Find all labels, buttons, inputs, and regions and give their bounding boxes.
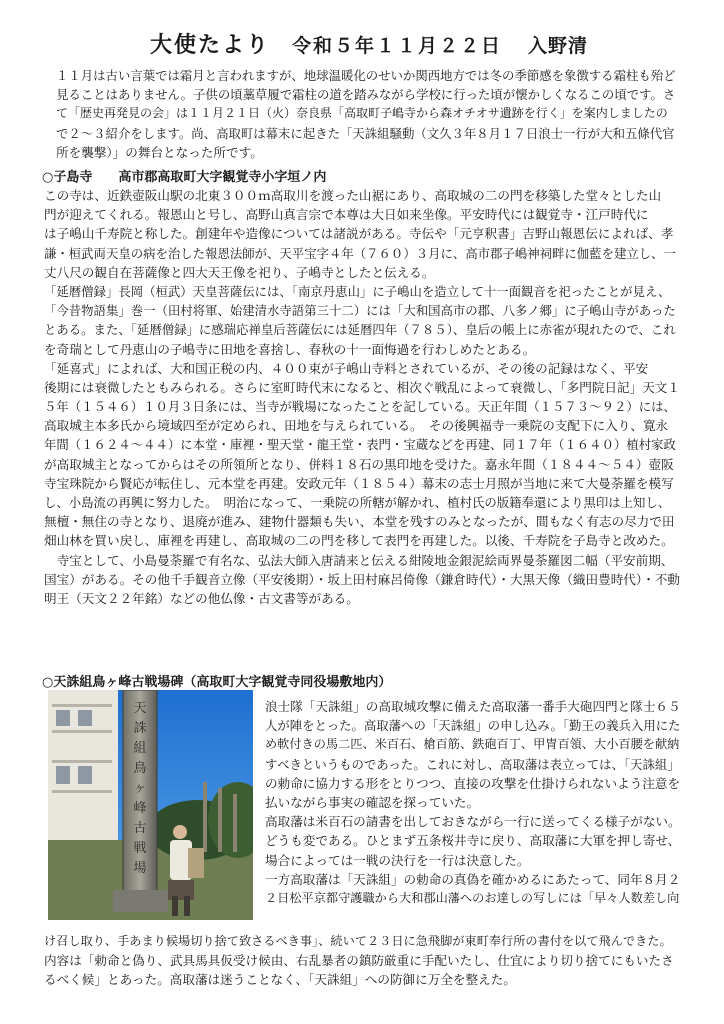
text-line: 「延暦僧録」長岡（桓武）天皇菩薩伝には、「南京丹恵山」に子嶋山を造立して十一面観音を祀ったことが見え、 xyxy=(44,283,671,299)
text-line: で２～３紹介をします。尚、高取町は幕末に起きた「天誅組騒動（文久３年８月１７日浪士一行が大和五條代官 xyxy=(56,125,675,141)
text-line: 門が迎えてくれる。報恩山と号し、高野山真言宗で本尊は大日如来坐像。平安時代には観覚寺・江戸時代に xyxy=(44,207,649,223)
text-line: 一方高取藩は「天誅組」の勅命の真偽を確かめるにあたって、同年８月２ xyxy=(265,871,681,887)
monument-photo xyxy=(48,690,253,920)
text-line: どうも変である。ひとまず五条桜井寺に戻り、高取藩に大軍を押し寄せ、 xyxy=(265,833,681,849)
text-line: 人が陣をとった。高取藩への「天誅組」の申し込み。「勤王の義兵入用にた xyxy=(265,718,681,734)
text-line: 国宝）がある。その他千手観音立像（平安後期）・坂上田村麻呂倚像（鎌倉時代）・大黒天像（織田豊時代）・不動 xyxy=(44,571,680,587)
section-body-full-text xyxy=(44,932,680,990)
text-line: るべく候」とあった。高取藩は迷うことなく、「天誅組」への防御に万全を整えた。 xyxy=(44,972,516,988)
text-line: １１月は古い言葉では霜月と言われますが、地球温暖化のせいか関西地方では冬の季節感を象徴する霜柱も殆ど xyxy=(56,68,676,83)
svg-text:戦: 戦 xyxy=(133,841,147,856)
text-line: ２日松平京都守護職から大和郡山藩へのお達しの写しには「早々人数差し向 xyxy=(265,890,680,905)
section-heading-kojima-temple: ○子島寺 高市郡高取町大字観覚寺小字垣ノ内 xyxy=(42,170,327,185)
text-line: 畑山林を買い戻し、庫裡を再建し、高取城の二の門を移して表門を再建した。以後、千寿院を子島寺と改めた。 xyxy=(44,533,674,549)
text-line: は子嶋山千寿院と称した。創建年や造像については諸説がある。寺伝や「元亨釈書」吉野山報恩伝によれば、孝 xyxy=(44,226,674,242)
text-line: 高取藩は米百石の請書を出しておきながら一行に送ってくる様子がない。 xyxy=(265,814,681,830)
text-line: 後期には衰微したともみられる。さらに室町時代末になると、相次ぐ戦乱によって衰微し、「多門院日記」天文１ xyxy=(44,379,680,395)
text-line: 寺宝珠院から賢応が転住し、元本堂を再建。安政元年（１８５４）幕末の志士月照が当地に来て大曼荼羅を模写 xyxy=(44,475,674,491)
text-line: 明王（天文２２年銘）などの他仏像・古文書等がある。 xyxy=(44,590,359,606)
text-line: すべきというものであった。これに対し、高取藩は表立っては、「天誅組」 xyxy=(265,756,680,772)
text-line: 払いながら事実の確認を探っていた。 xyxy=(265,794,480,810)
text-line: が高取城主となってからはその所領所となり、併料１８石の黒印地を受けた。嘉永年間（１８４４～５４）壺阪 xyxy=(44,456,674,472)
author-name: 入野清 xyxy=(528,35,589,57)
text-line: 「延喜式」によれば、大和国正税の内、４００束が子嶋山寺料とされているが、その後の記録はなく、平安 xyxy=(44,360,649,376)
text-line: し、小島流の再興に努力した。 明治になって、一乗院の所轄が解かれ、植村氏の版籍奉還により黒印は上知し、 xyxy=(44,495,671,510)
issue-date: 令和５年１１月２２日 xyxy=(292,35,503,57)
text-line: 無檀・無住の寺となり、退廃が進み、建物什器類も失い、本堂を残すのみとなったが、間もなく有志の尽力で田 xyxy=(44,514,675,530)
photo-monument-icon xyxy=(48,690,253,920)
text-line: 年間（１６２４～４４）に本堂・庫裡・聖天堂・龍王堂・表門・宝蔵などを再建、同１７年（１６４０）植村家政 xyxy=(44,437,676,453)
text-line: を奇瑞として丹恵山の子嶋寺に田地を喜捨し、春秋の十一面悔過を行わしめたとある。 xyxy=(44,341,536,357)
text-line: 内容は「勅命と偽り、武具馬具仮受け候由、右乱暴者の鎮防厳重に手配いたし、仕宜により切り捨てにもいたさ xyxy=(44,953,674,969)
svg-text:鳥: 鳥 xyxy=(133,761,147,776)
section-body-side-text xyxy=(265,697,685,908)
text-line: め軟付きの馬二匹、米百石、槍百筋、鉄砲百丁、甲冑百領、大小百腰を献納 xyxy=(265,737,680,752)
section-heading-tenchugumi-monument: ○天誅組鳥ヶ峰古戦場碑（高取町大字観覚寺同役場敷地内） xyxy=(42,675,392,690)
text-line: 謙・桓武両天皇の病を治した報恩法師が、天平宝字４年（７６０）３月に、高市郡子嶋神祠畔に伽藍を建立し、一 xyxy=(44,245,676,261)
newsletter-title: 大使たより xyxy=(150,33,271,58)
text-line: の勅命に協力する形をとりつつ、直接の攻撃を仕掛けられないよう注意を xyxy=(265,775,681,791)
text-line: 寺宝として、小島曼荼羅で有名な、弘法大師入唐請来と伝える紺陵地金銀泥絵両界曼荼羅図二幅（平安前期、 xyxy=(44,552,674,568)
svg-text:場: 場 xyxy=(133,861,147,876)
svg-text:誅: 誅 xyxy=(133,721,147,736)
section-body-kojima-temple xyxy=(44,186,680,608)
text-line: 浪士隊「天誅組」の高取城攻撃に備えた高取藩一番手大砲四門と隊士６５ xyxy=(265,699,681,714)
text-line: この寺は、近鉄壺阪山駅の北東３００ｍ高取川を渡った山裾にあり、高取城の二の門を移築した堂々とした山 xyxy=(44,188,662,203)
svg-text:峰: 峰 xyxy=(133,801,147,816)
text-line: 見ることはありません。子供の頃藁草履で霜柱の道を踏みながら学校に行った頃が懐かしくなるこの頃です。さ xyxy=(56,87,676,103)
text-line: 所を襲撃）」の舞台となった所です。 xyxy=(56,144,263,160)
text-line: 場合によっては一戦の決行を一行は決意した。 xyxy=(265,852,530,868)
text-line: 高取城主本多氏から境域四至が定められ、田地を与えられている。 その後興福寺一乗院の支配下に入り、寛永 xyxy=(44,418,669,434)
text-line: け召し取り、手あまり候場切り捨て致さるべき事」、続いて２３日に急飛脚が東町奉行所の書付を以て飛んできた。 xyxy=(44,934,672,948)
text-line: とある。また、「延暦僧録」に感瑞応禅皇后菩薩伝には延暦四年（７８５）、皇后の帳上に赤雀が現れたので、これ xyxy=(44,322,676,338)
text-line: 丈八尺の観自在菩薩像と四大天王像を祀り、子嶋寺としたと伝える。 xyxy=(44,264,435,280)
intro-paragraph xyxy=(56,66,676,162)
page-header xyxy=(0,28,724,58)
text-line: ５年（１５４６）１０月３日条には、当寺が戦場になったことを記している。天正年間（１５７３～９２）には、 xyxy=(44,399,676,415)
svg-text:天: 天 xyxy=(133,701,147,716)
svg-text:古: 古 xyxy=(133,821,147,836)
svg-text:組: 組 xyxy=(133,741,147,756)
text-line: て「歴史再発見の会」は１１月２１日（火）奈良県「高取町子嶋寺から森オチオサ遺跡を行く」を案内しましたの xyxy=(56,106,668,121)
svg-text:ヶ: ヶ xyxy=(133,781,147,796)
text-line: 「今昔物語集」巻一（田村将軍、始建清水寺語第三十二）には「大和国高市の郡、八多ノ郷」に子嶋山寺があった xyxy=(44,303,676,319)
